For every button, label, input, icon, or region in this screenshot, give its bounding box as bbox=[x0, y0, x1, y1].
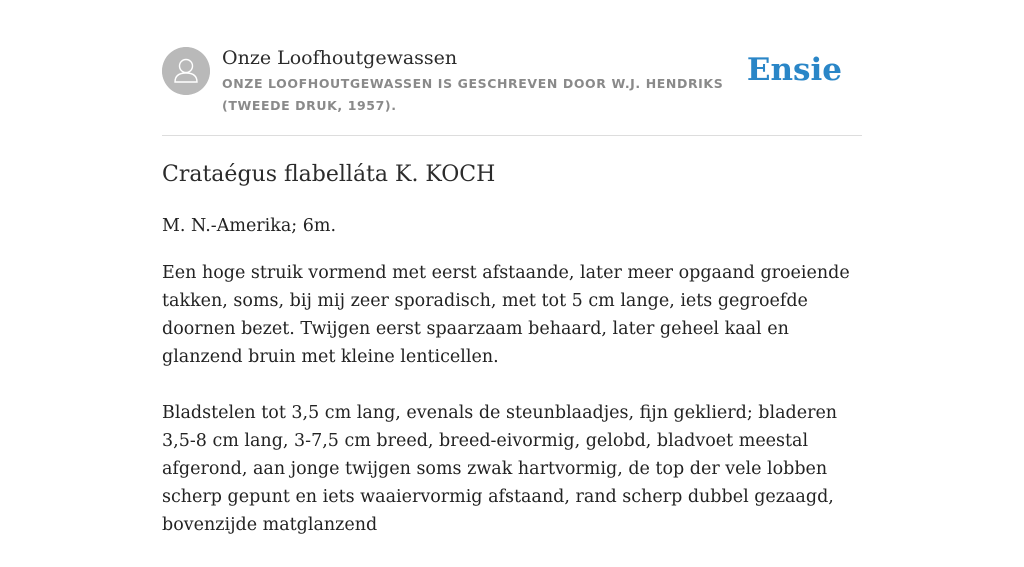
article-paragraph: Bladstelen tot 3,5 cm lang, evenals de steunblaadjes, fijn geklierd; bladeren 3,5-8 cm lang, 3-7,5 cm breed, breed-eivormig, gelobd, bladvoet meestal afgerond, aan jonge twijgen soms zwak hartvormig, de top der vele lobben scherp gepunt en iets waaiervormig afstaand, rand scherp dubbel gezaagd, bovenzijde matglanzend bbox=[162, 403, 838, 535]
source-header bbox=[162, 0, 862, 136]
person-icon bbox=[162, 47, 210, 95]
source-description: ONZE LOOFHOUTGEWASSEN IS GESCHREVEN DOOR W.J. HENDRIKS (TWEEDE DRUK, 1957). bbox=[222, 76, 724, 113]
article-paragraph: Een hoge struik vormend met eerst afstaande, later meer opgaand groeiende takken, soms, bij mij zeer sporadisch, met tot 5 cm lange, iets gegroefde doornen bezet. Twijgen eerst spaarzaam behaard, later geheel kaal en glanzend bruin met kleine lenticellen. bbox=[162, 263, 850, 367]
page-container bbox=[162, 0, 862, 535]
source-title[interactable]: Onze Loofhoutgewassen bbox=[222, 47, 458, 69]
ensie-logo[interactable]: Ensie bbox=[746, 52, 842, 88]
article-region: M. N.-Amerika; 6m. bbox=[162, 216, 337, 236]
article-title: Crataégus flabelláta K. KOCH bbox=[162, 162, 496, 187]
avatar bbox=[162, 47, 210, 95]
article-body bbox=[162, 259, 862, 567]
